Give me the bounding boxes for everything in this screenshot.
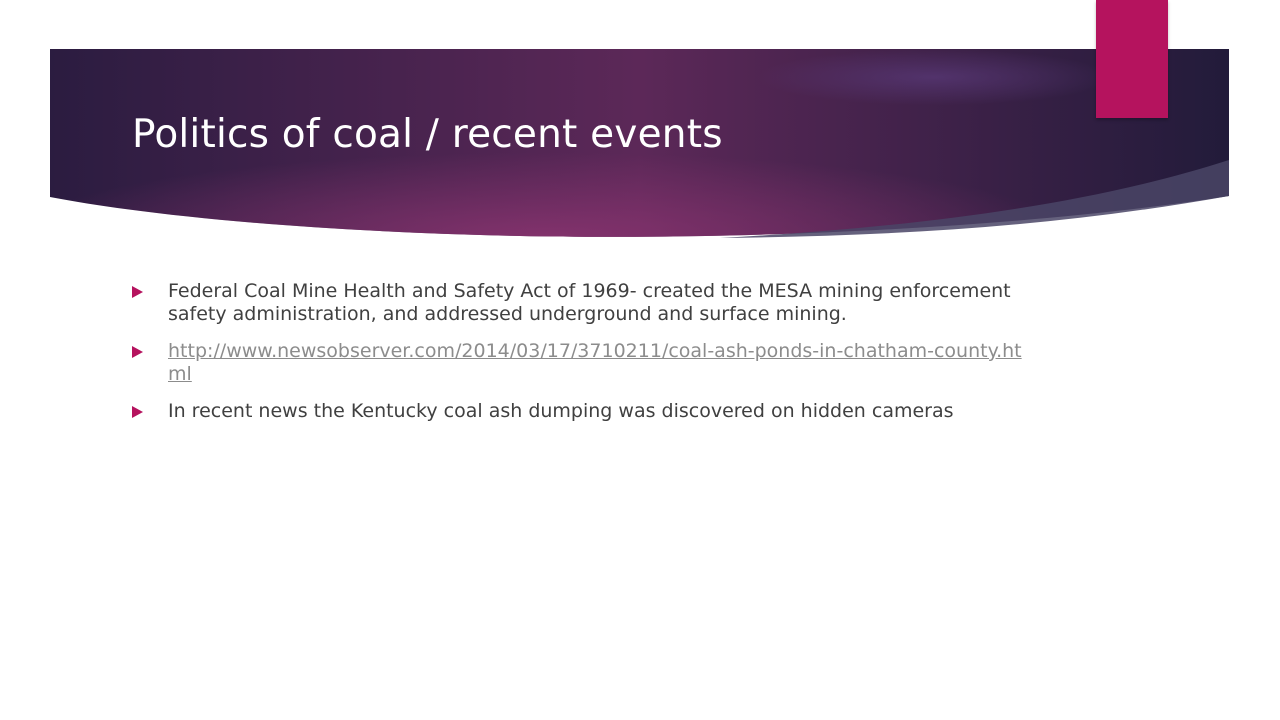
news-article-link[interactable]: http://www.newsobserver.com/2014/03/17/3710211/coal-ash-ponds-in-chatham-county.html — [168, 340, 1022, 385]
triangle-bullet-icon — [132, 406, 143, 418]
triangle-bullet-icon — [132, 286, 143, 298]
bullet-item — [132, 400, 1032, 423]
bullet-item — [132, 280, 1032, 326]
bullet-item — [132, 340, 1032, 386]
bullet-text: Federal Coal Mine Health and Safety Act of 1969- created the MESA mining enforcement safety administration, and addressed underground and surface mining. — [168, 280, 1011, 325]
triangle-bullet-icon — [132, 346, 143, 358]
accent-tab — [1096, 0, 1168, 118]
slide-title: Politics of coal / recent events — [132, 112, 723, 157]
bullet-list — [132, 280, 1032, 437]
bullet-text: In recent news the Kentucky coal ash dumping was discovered on hidden cameras — [168, 400, 954, 422]
